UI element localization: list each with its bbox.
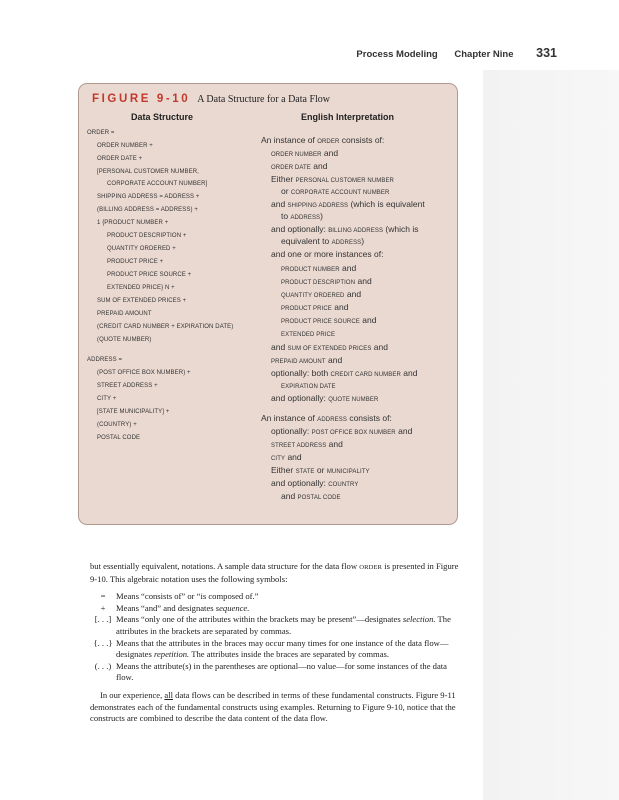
structure-line: (BILLING ADDRESS = ADDRESS) + xyxy=(97,207,198,213)
interpretation-line: PRODUCT PRICE and xyxy=(281,302,349,312)
interpretation-line: optionally: POST OFFICE BOX NUMBER and xyxy=(271,426,413,436)
interpretation-line: or CORPORATE ACCOUNT NUMBER xyxy=(281,186,390,196)
structure-line: PRODUCT PRICE SOURCE + xyxy=(107,272,192,278)
structure-line: PRODUCT DESCRIPTION + xyxy=(107,233,187,239)
interpretation-line: optionally: both CREDIT CARD NUMBER and xyxy=(271,368,418,378)
interpretation-line: PREPAID AMOUNT and xyxy=(271,355,343,365)
closing-paragraph: In our experience, all data flows can be described in terms of these fundamental constructs. Figure 9-11 demonstrates each of the fundamental constructs using examples. Returning to Figure 9-10, notice that the constructs are combined to describe the data content of the data flow. xyxy=(90,689,456,724)
interpretation-line: and optionally: COUNTRY xyxy=(271,478,359,488)
symbol-list xyxy=(90,591,462,684)
structure-line: 1 {PRODUCT NUMBER + xyxy=(97,220,169,226)
structure-line: [STATE MUNICIPALITY] + xyxy=(97,409,170,415)
figure-number: FIGURE 9-10 xyxy=(92,93,191,105)
interpretation-line: and one or more instances of: xyxy=(271,249,384,259)
symbol: = xyxy=(100,591,106,602)
margin-band xyxy=(483,70,619,800)
structure-line: STREET ADDRESS + xyxy=(97,383,158,389)
structure-line: ORDER NUMBER + xyxy=(97,143,153,149)
structure-line: POSTAL CODE xyxy=(97,435,141,441)
structure-line: [PERSONAL CUSTOMER NUMBER, xyxy=(97,169,199,175)
interpretation-line: CITY and xyxy=(271,452,302,462)
structure-line: SUM OF EXTENDED PRICES + xyxy=(97,298,187,304)
structure-line: CITY + xyxy=(97,396,117,402)
english-interpretation-heading: English Interpretation xyxy=(301,112,395,122)
structure-line: ORDER DATE + xyxy=(97,156,143,162)
structure-line: PREPAID AMOUNT xyxy=(97,311,152,317)
body-text xyxy=(90,561,462,725)
symbol-description: Means “only one of the attributes within the brackets may be present”—designates selection. The attributes in the brackets are separated by commas. xyxy=(116,614,451,636)
interpretation-line: and SUM OF EXTENDED PRICES and xyxy=(271,342,388,352)
symbol-description: Means “and” and designates sequence. xyxy=(116,602,250,613)
interpretation-line: STREET ADDRESS and xyxy=(271,439,343,449)
symbol-definition xyxy=(90,603,462,615)
interpretation-line: PRODUCT PRICE SOURCE and xyxy=(281,315,377,325)
structure-line: PRODUCT PRICE + xyxy=(107,259,164,265)
symbol-definition xyxy=(90,638,462,661)
page-number: 331 xyxy=(536,46,557,60)
intro-paragraph: but essentially equivalent, notations. A sample data structure for the data flow ORDER is presented in Figure 9-10. This algebraic notation uses the following symbols: xyxy=(90,561,459,584)
figure-box xyxy=(78,83,458,525)
figure-caption: A Data Structure for a Data Flow xyxy=(197,94,331,105)
interpretation-line: EXPIRATION DATE xyxy=(281,384,336,390)
symbol: (. . .) xyxy=(94,660,112,671)
interpretation-line: QUANTITY ORDERED and xyxy=(281,289,362,299)
interpretation-line: and optionally: QUOTE NUMBER xyxy=(271,393,379,403)
running-header xyxy=(342,46,557,60)
interpretation-line: ORDER DATE and xyxy=(271,161,328,171)
structure-line: (COUNTRY) + xyxy=(97,422,137,428)
symbol-description: Means that the attributes in the braces may occur many times for one instance of the data flow—designates repetition. The attributes inside the braces are separated by commas. xyxy=(116,637,449,660)
structure-line: ORDER = xyxy=(87,130,115,136)
structure-line: (QUOTE NUMBER) xyxy=(97,337,152,343)
chapter-label: Chapter Nine xyxy=(454,49,514,60)
structure-line: ADDRESS = xyxy=(87,357,123,363)
interpretation-line: and SHIPPING ADDRESS (which is equivalent xyxy=(271,199,425,209)
section-title: Process Modeling xyxy=(356,49,438,60)
interpretation-line: PRODUCT DESCRIPTION and xyxy=(281,276,372,286)
interpretation-line: PRODUCT NUMBER and xyxy=(281,263,357,273)
structure-line: (POST OFFICE BOX NUMBER) + xyxy=(97,370,191,376)
symbol-definition xyxy=(90,591,462,603)
data-structure-heading: Data Structure xyxy=(131,112,194,122)
structure-line: EXTENDED PRICE} N + xyxy=(107,285,175,291)
interpretation-line: An instance of ORDER consists of: xyxy=(261,135,385,145)
interpretation-line: EXTENDED PRICE xyxy=(281,332,336,338)
interpretation-line: Either PERSONAL CUSTOMER NUMBER xyxy=(271,174,394,184)
interpretation-line: ORDER NUMBER and xyxy=(271,148,339,158)
symbol-description: Means “consists of” or “is composed of.” xyxy=(116,591,259,602)
interpretation-line: An instance of ADDRESS consists of: xyxy=(261,413,392,423)
structure-line: SHIPPING ADDRESS = ADDRESS + xyxy=(97,194,200,200)
symbol: {. . .} xyxy=(93,637,113,648)
symbol: [. . .] xyxy=(94,614,112,625)
structure-line: (CREDIT CARD NUMBER + EXPIRATION DATE) xyxy=(97,324,234,330)
interpretation-line: and optionally: BILLING ADDRESS (which is xyxy=(271,224,419,234)
symbol-definition xyxy=(90,661,462,684)
structure-line: CORPORATE ACCOUNT NUMBER] xyxy=(107,181,208,187)
figure-title xyxy=(92,89,330,107)
interpretation-line: equivalent to ADDRESS) xyxy=(281,236,365,246)
interpretation-line: Either STATE or MUNICIPALITY xyxy=(271,465,370,475)
symbol: + xyxy=(100,602,106,613)
structure-line: QUANTITY ORDERED + xyxy=(107,246,176,252)
symbol-description: Means the attribute(s) in the parentheses are optional—no value—for some instances of the data flow. xyxy=(116,660,447,683)
symbol-definition xyxy=(90,614,462,637)
interpretation-line: and POSTAL CODE xyxy=(281,491,341,501)
interpretation-line: to ADDRESS) xyxy=(281,211,324,221)
